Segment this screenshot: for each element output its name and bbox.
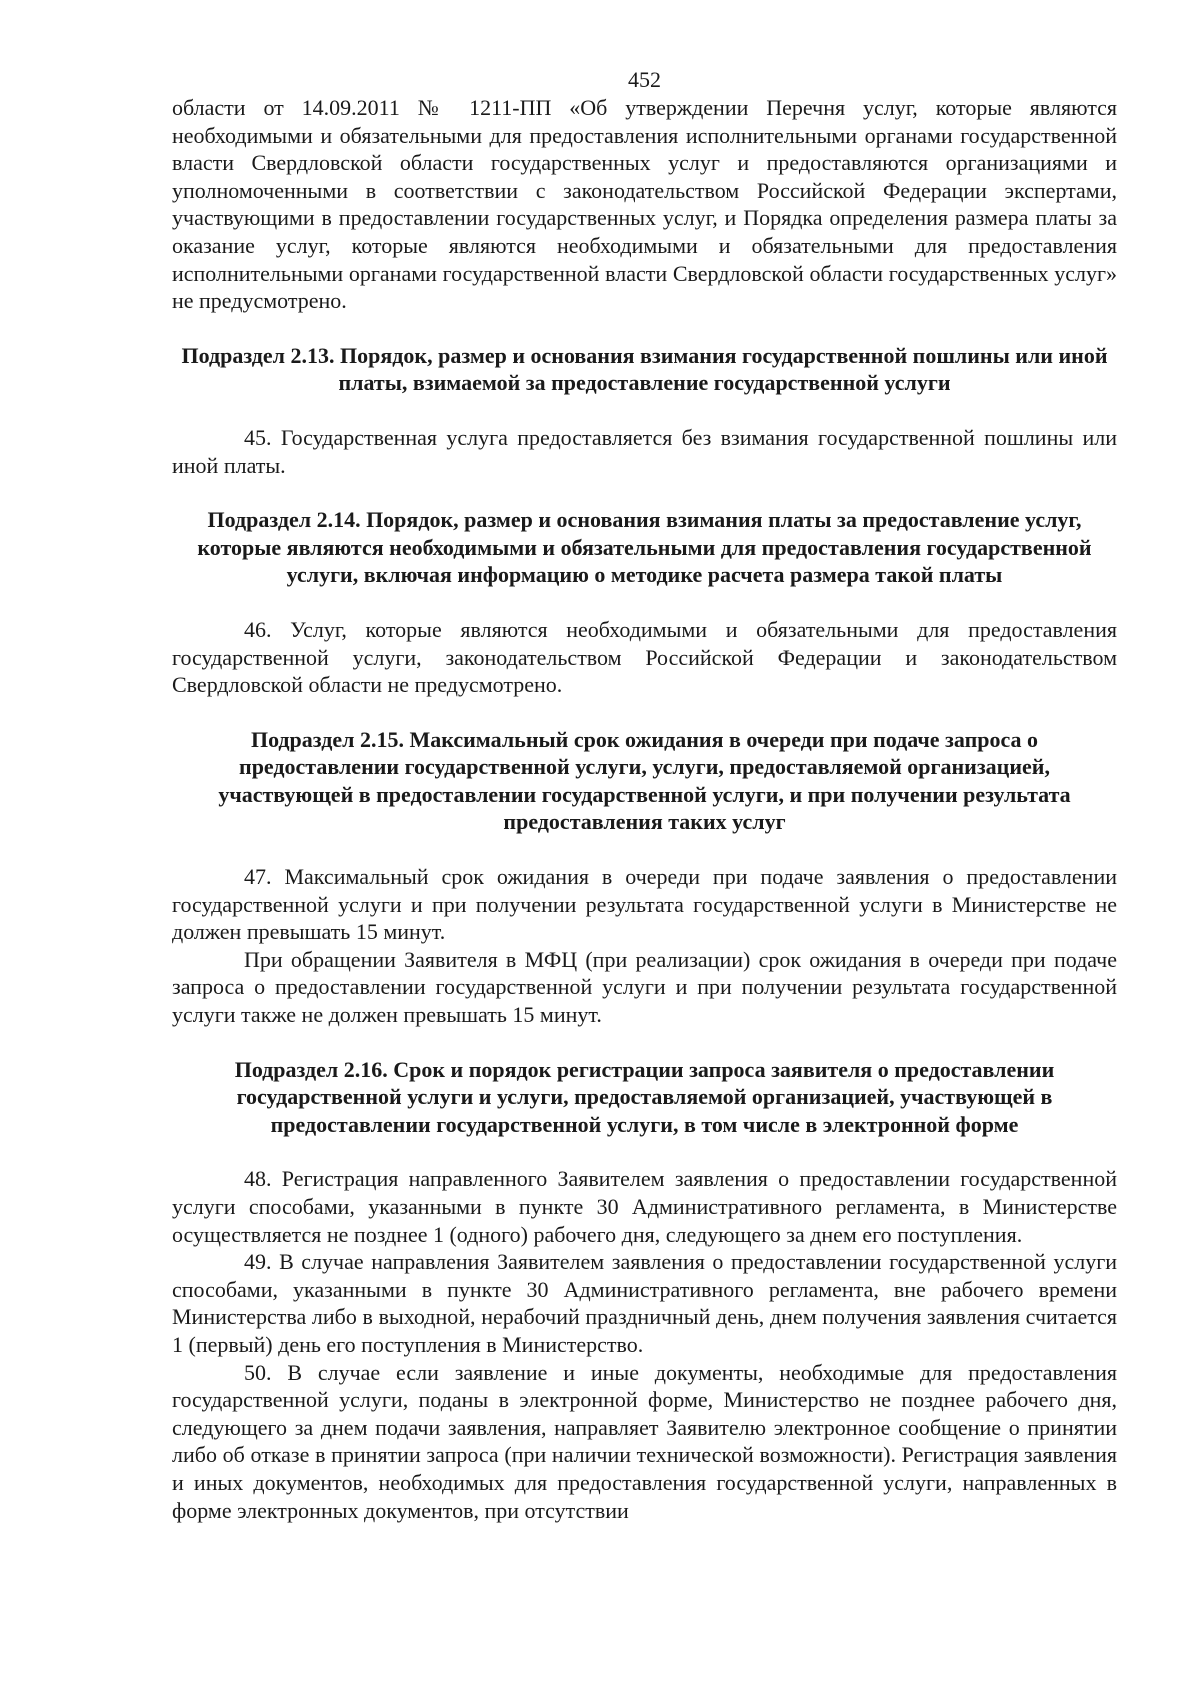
spacer	[172, 315, 1117, 342]
spacer	[172, 699, 1117, 726]
paragraph-46: 46. Услуг, которые являются необходимыми и обязательными для предоставления государственной услуги, законодательством Российской Федерации и законодательством Свердловской области не предусмотрено.	[172, 616, 1117, 698]
heading-subsection-2-14: Подраздел 2.14. Порядок, размер и основания взимания платы за предоставление услуг, которые являются необходимыми и обязательными для предоставления государственной услуги, включая информацию о методике расчета размера такой платы	[197, 507, 1092, 588]
paragraph-50: 50. В случае если заявление и иные документы, необходимые для предоставления государственной услуги, поданы в электронной форме, Министерство не позднее рабочего дня, следующего за днем подачи заявления, направляет Заявителю электронное сообщение о принятии либо об отказе в принятии запроса (при наличии технической возможности). Регистрация заявления и иных документов, необходимых для предоставления государственной услуги, направленных в форме электронных документов, при отсутствии	[172, 1359, 1117, 1523]
paragraph-45: 45. Государственная услуга предоставляется без взимания государственной пошлины или иной платы.	[172, 424, 1117, 478]
heading-subsection-2-13: Подраздел 2.13. Порядок, размер и основания взимания государственной пошлины или иной платы, взимаемой за предоставление государственной услуги	[181, 342, 1108, 396]
document-page	[172, 66, 1117, 1524]
heading-subsection-2-16: Подраздел 2.16. Срок и порядок регистрации запроса заявителя о предоставлении государственной услуги и услуги, предоставляемой организацией, участвующей в предоставлении государственной услуги, в том числе в электронной форме	[234, 1056, 1055, 1137]
spacer	[172, 589, 1117, 616]
spacer	[172, 1029, 1117, 1056]
spacer	[172, 397, 1117, 424]
paragraph-49: 49. В случае направления Заявителем заявления о предоставлении государственной услуги способами, указанными в пункте 30 Административного регламента, вне рабочего времени Министерства либо в выходной, нерабочий праздничный день, днем получения заявления считается 1 (первый) день его поступления в Министерство.	[172, 1249, 1117, 1357]
page-number: 452	[628, 67, 661, 92]
spacer	[172, 836, 1117, 863]
spacer	[172, 1138, 1117, 1165]
paragraph-47: 47. Максимальный срок ожидания в очереди при подаче заявления о предоставлении государственной услуги и при получении результата государственной услуги в Министерстве не должен превышать 15 минут.	[172, 864, 1117, 945]
paragraph-48: 48. Регистрация направленного Заявителем заявления о предоставлении государственной услуги способами, указанными в пункте 30 Административного регламента, в Министерстве осуществляется не позднее 1 (одного) рабочего дня, следующего за днем его поступления.	[172, 1166, 1117, 1247]
paragraph-47-mfc: При обращении Заявителя в МФЦ (при реализации) срок ожидания в очереди при подаче запроса о предоставлении государственной услуги и при получении результата государственной услуги также не должен превышать 15 минут.	[172, 946, 1117, 1028]
heading-subsection-2-15: Подраздел 2.15. Максимальный срок ожидания в очереди при подаче запроса о предоставлении государственной услуги, услуги, предоставляемой организацией, участвующей в предоставлении государственной услуги, и при получении результата предоставления таких услуг	[218, 726, 1071, 835]
spacer	[172, 479, 1117, 506]
paragraph-continuation: области от 14.09.2011 № 1211-ПП «Об утверждении Перечня услуг, которые являются необходимыми и обязательными для предоставления исполнительными органами государственной власти Свердловской области государственных услуг и предоставляются организациями и уполномоченными в соответствии с законодательством Российской Федерации экспертами, участвующими в предоставлении государственных услуг, и Порядка определения размера платы за оказание услуг, которые являются необходимыми и обязательными для предоставления исполнительными органами государственной власти Свердловской области государственных услуг» не предусмотрено.	[172, 95, 1117, 314]
